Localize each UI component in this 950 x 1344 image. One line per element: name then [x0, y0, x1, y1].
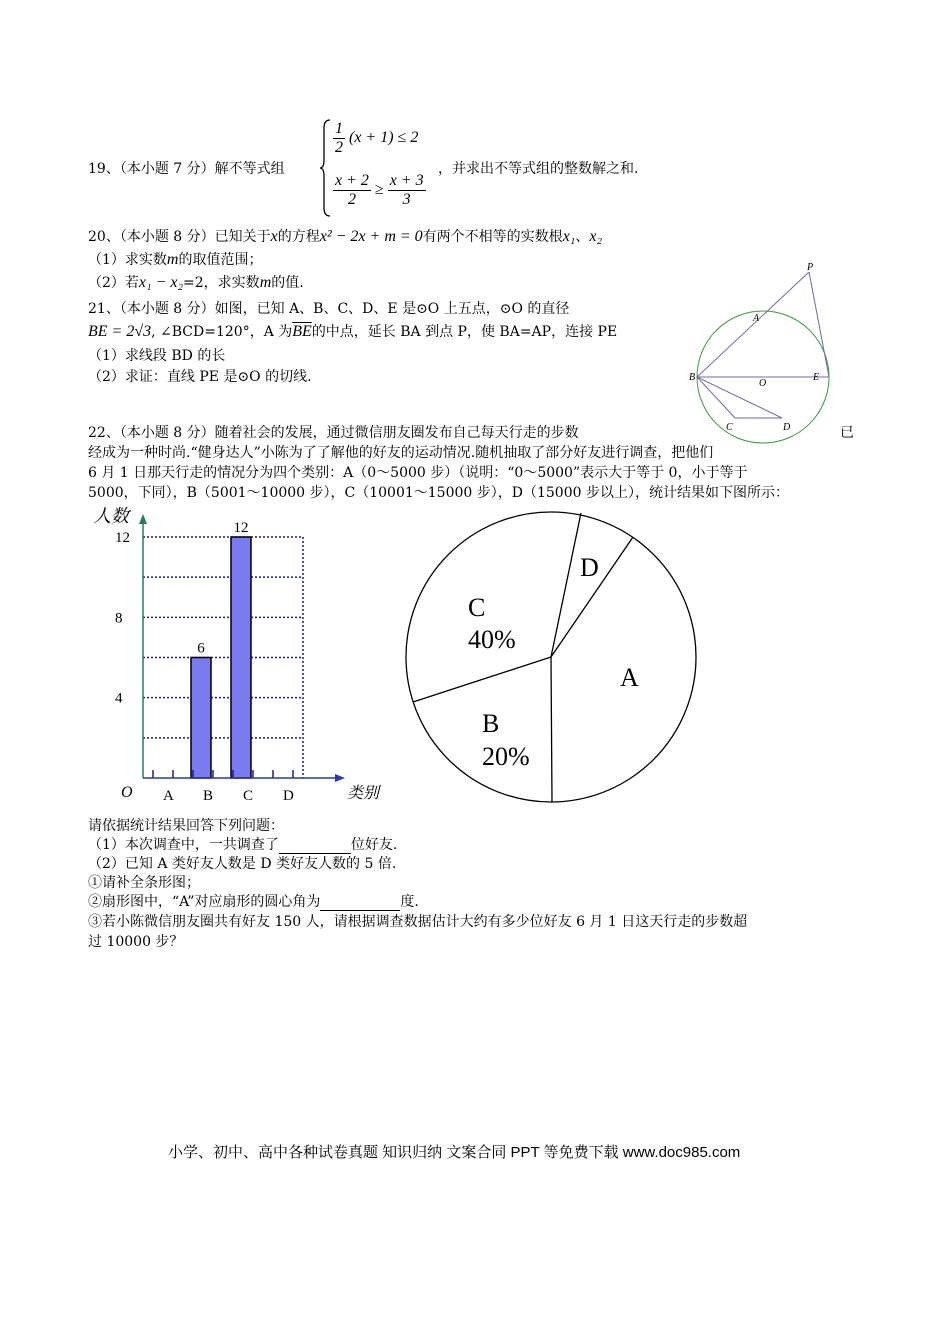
bar-data-label-c: 12 — [233, 520, 249, 536]
q22-after4: ①请补全条形图； — [88, 875, 200, 891]
line-pe — [809, 272, 829, 377]
q20-p2-a: （2）若 — [88, 275, 139, 291]
q22-after2-a: （1）本次调查中，一共调查了 — [88, 837, 279, 853]
label-o: O — [759, 378, 767, 389]
q19-ineq1 — [333, 120, 418, 157]
bar-chart-grid — [143, 537, 303, 778]
q20-line1-b: 的方程 — [277, 229, 320, 245]
y-tick-label: 12 — [115, 530, 130, 546]
q20-p2-c: 的值. — [271, 275, 304, 291]
q22-after1: 请依据统计结果回答下列问题： — [88, 818, 284, 834]
bar-c — [231, 537, 251, 778]
q20-line1-c: 有两个不相等的实数根 — [422, 229, 563, 245]
q20-sep: 、 — [575, 229, 590, 245]
q20-var-x: x — [270, 228, 278, 245]
pie-label-b: B — [482, 709, 500, 738]
q22-after6: ③若小陈微信朋友圈共有好友 150 人，请根据调查数据估计大约有多少位好友 6 月 1 日这天行走的步数超 — [88, 914, 748, 930]
y-axis-arrow — [139, 514, 147, 524]
q22-after2-b: 位好友. — [350, 837, 398, 853]
q19-ineq2-op: ≥ — [374, 181, 384, 199]
q21-arc-be: $\overline{BE}$ — [292, 323, 312, 340]
y-axis-label: 人数 — [93, 506, 129, 527]
answer-blank-angle[interactable] — [320, 896, 400, 911]
q19-ineq2-den1: 2 — [347, 191, 356, 208]
q22-line1: 22、（本小题 8 分）随着社会的发展，通过微信朋友圈发布自己每天行走的步数 — [88, 425, 579, 441]
q22-line3: 6 月 1 日那天行走的情况分为四个类别：A（0～5000 步）（说明：“0～5000”表示大于等于 0，小于等于 — [88, 465, 748, 481]
q22-line2: 经成为一种时尚.“健身达人”小陈为了了解他的好友的运动情况.随机抽取了部分好友进行调查，把他们 — [88, 445, 714, 461]
q21-part2: （2）求证：直线 PE 是⊙O 的切线. — [88, 369, 312, 385]
bar-data-label-b: 6 — [197, 640, 205, 657]
q20-line1-a: 20、（本小题 8 分）已知关于 — [88, 229, 271, 245]
q22-after5 — [88, 893, 419, 911]
q20-part2 — [88, 274, 304, 292]
pie-percent-b: 20% — [482, 742, 530, 771]
label-e: E — [813, 372, 820, 383]
y-tick-label: 4 — [115, 690, 123, 707]
q19-ineq1-den: 2 — [335, 139, 343, 156]
pie-label-d: D — [580, 553, 599, 582]
origin-label: O — [121, 784, 133, 801]
bar-chart-bars — [191, 520, 251, 778]
label-b: B — [689, 372, 696, 383]
pie-label-c: C — [468, 593, 486, 622]
line-bp — [697, 272, 809, 377]
q21-part1: （1）求线段 BD 的长 — [88, 348, 226, 364]
x-axis-label: 类别 — [347, 783, 380, 802]
q22-after2 — [88, 836, 397, 854]
x-tick-label-d: D — [283, 788, 294, 804]
q22-line1-end: 已 — [840, 425, 854, 441]
q20-root2: x₂ — [589, 228, 603, 245]
bar-b — [191, 658, 211, 779]
q19-brace — [320, 118, 332, 218]
q21-line2 — [88, 323, 617, 341]
y-tick-label: 8 — [115, 610, 123, 627]
label-a: A — [753, 313, 760, 324]
q21-line1: 21、（本小题 8 分）如图，已知 A、B、C、D、E 是⊙O 上五点，⊙O 的直径 — [88, 301, 570, 317]
q21-be-eq: BE = 2√3 — [88, 323, 152, 340]
pie-percent-c: 40% — [468, 625, 516, 654]
q19-label — [88, 160, 285, 178]
label-d: D — [783, 422, 791, 433]
pie-chart — [400, 510, 700, 810]
q22-line4: 5000，下同），B（5001～10000 步），C（10001～15000 步），D（15000 步以上），统计结果如下图所示： — [88, 485, 789, 501]
q20-p2-var: m — [259, 274, 272, 291]
q22-after5-b: 度. — [400, 894, 419, 910]
q20-root1: x₁ — [562, 228, 576, 245]
q21-line2-a: , ∠BCD=120°，A 为 — [151, 324, 293, 340]
pie-divider-bc — [413, 657, 551, 702]
q20-equation: x² − 2x + m = 0 — [319, 228, 423, 245]
bar-chart — [85, 500, 405, 810]
answer-blank-total[interactable] — [279, 839, 351, 854]
q20-p2-eq: x₁ − x₂ — [138, 274, 184, 291]
pie-divider-ab — [551, 657, 552, 802]
x-axis-arrow — [335, 774, 345, 782]
x-tick-label-a: A — [163, 788, 174, 804]
q19-ineq2-num2: x + 3 — [389, 172, 424, 189]
label-p: P — [807, 262, 814, 273]
q20-line1 — [88, 228, 602, 246]
line-bc — [697, 377, 735, 418]
q19-text: 19、（本小题 7 分）解不等式组 — [88, 161, 285, 177]
q20-part1 — [88, 251, 262, 269]
q20-p2-b: =2，求实数 — [183, 275, 260, 291]
q21-line2-b: 的中点，延长 BA 到点 P，使 BA=AP，连接 PE — [311, 324, 618, 340]
q20-p1-a: （1）求实数 — [88, 252, 167, 268]
q19-suffix: ，并求出不等式组的整数解之和. — [438, 161, 639, 177]
q21-figure — [690, 258, 840, 438]
q19-ineq2-num1: x + 2 — [335, 172, 369, 189]
q19-ineq2-den2: 3 — [402, 191, 411, 208]
q19-ineq1-rest: (x + 1) ≤ 2 — [349, 129, 419, 147]
q20-p1-b: 的取值范围； — [178, 252, 263, 268]
footer-link[interactable]: 小学、初中、高中各种试卷真题 知识归纳 文案合同 PPT 等免费下载 www.doc985.com — [168, 1144, 741, 1161]
pie-label-a: A — [620, 663, 639, 692]
label-c: C — [726, 422, 733, 433]
q19-ineq1-num: 1 — [335, 120, 343, 137]
q22-after3: （2）已知 A 类好友人数是 D 类好友人数的 5 倍. — [88, 856, 397, 872]
q22-after5-a: ②扇形图中，“A”对应扇形的圆心角为 — [88, 894, 321, 910]
line-bd — [697, 377, 782, 418]
q20-p1-var: m — [166, 251, 179, 268]
q19-ineq2 — [333, 172, 426, 209]
q22-after7: 过 10000 步？ — [88, 934, 184, 950]
x-tick-label-b: B — [203, 788, 214, 804]
x-tick-label-c: C — [243, 788, 254, 804]
